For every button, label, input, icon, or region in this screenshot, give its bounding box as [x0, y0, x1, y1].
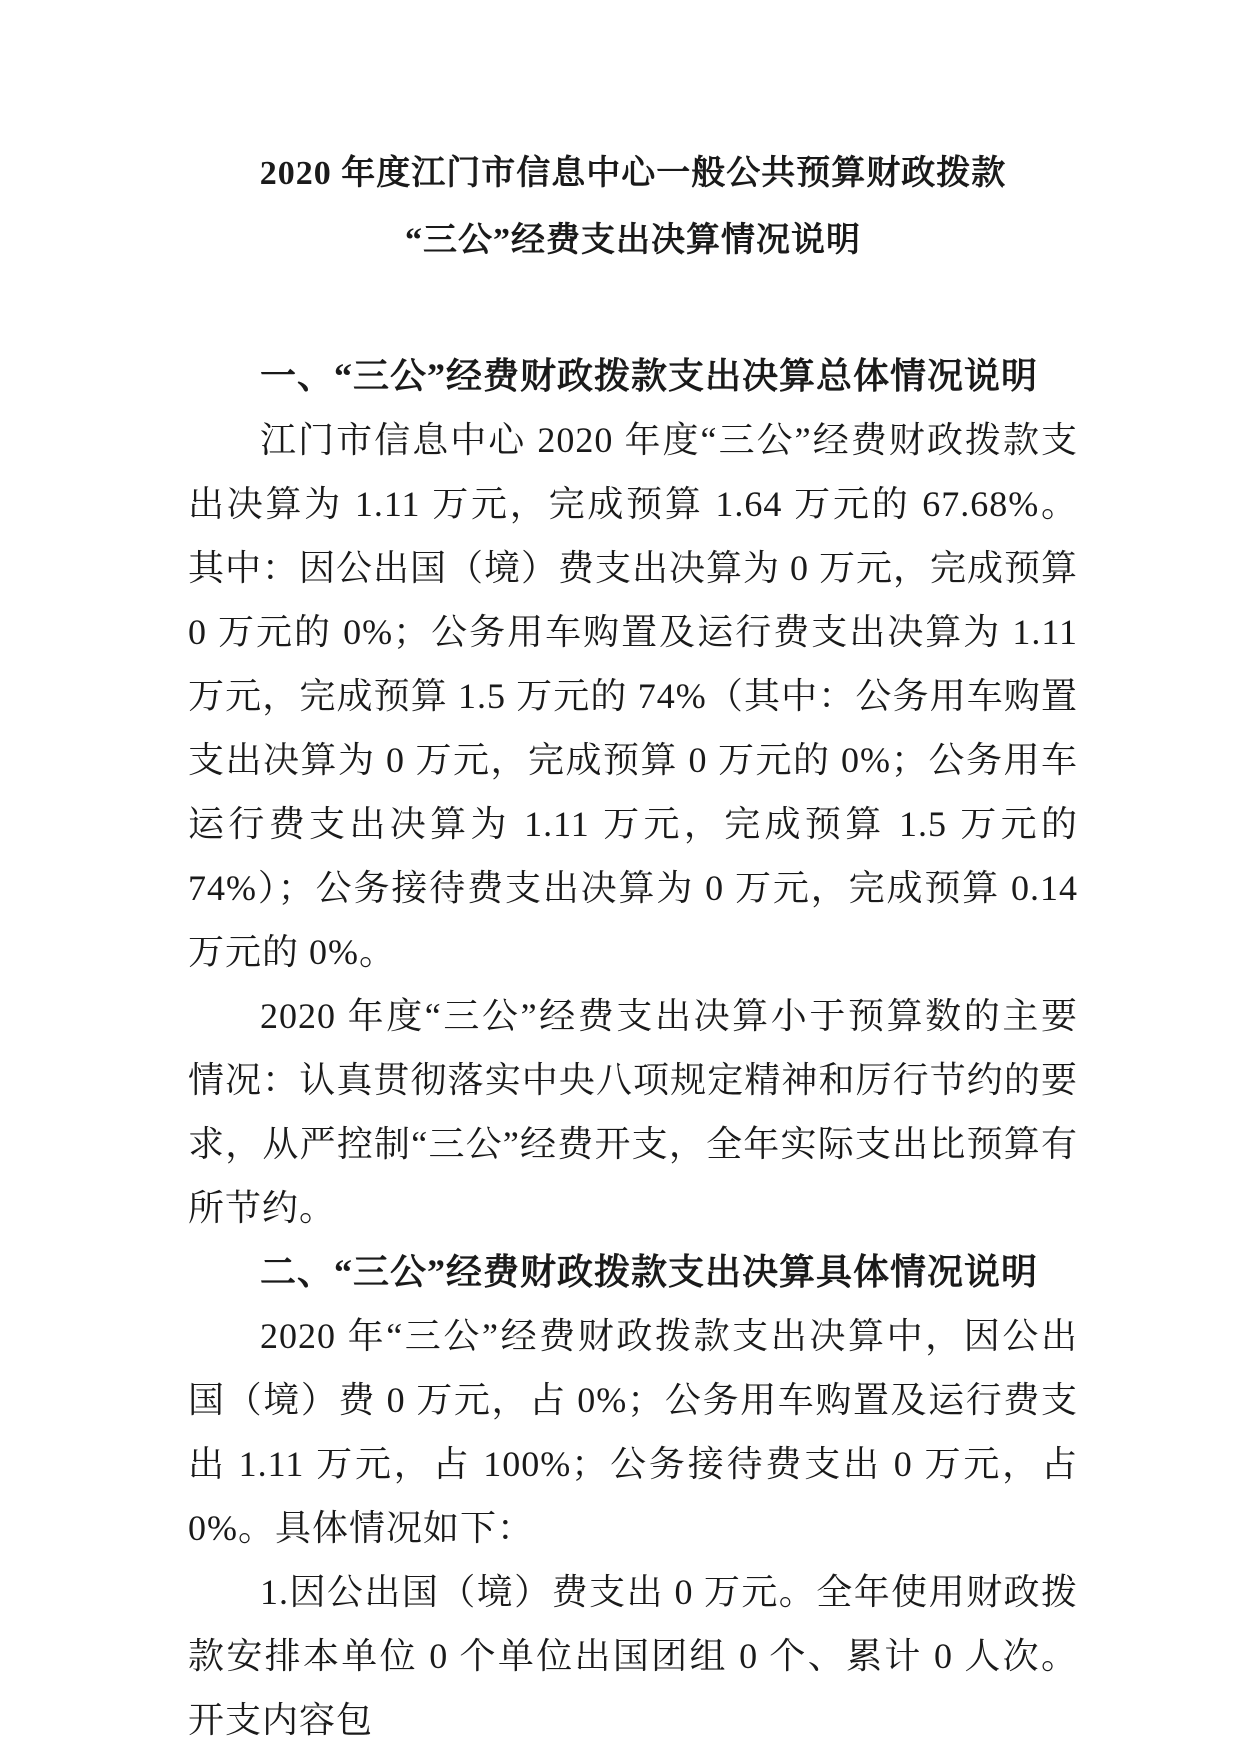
document-title-line-2: “三公”经费支出决算情况说明: [405, 222, 861, 259]
document-title-line-1: 2020 年度江门市信息中心一般公共预算财政拨款: [259, 155, 1007, 192]
document-title: [188, 140, 1078, 274]
section-2-paragraph-2: 1.因公出国（境）费支出 0 万元。全年使用财政拨款安排本单位 0 个单位出国团组 0 个、累计 0 人次。开支内容包: [188, 1572, 1078, 1740]
document-body: [188, 140, 1078, 1752]
section-2-heading: 二、“三公”经费财政拨款支出决算具体情况说明: [260, 1252, 1039, 1292]
section-1-paragraph-2: 2020 年度“三公”经费支出决算小于预算数的主要情况：认真贯彻落实中央八项规定精神和厉行节约的要求，从严控制“三公”经费开支，全年实际支出比预算有所节约。: [188, 996, 1078, 1228]
section-1-heading: 一、“三公”经费财政拨款支出决算总体情况说明: [260, 356, 1039, 396]
section-2-paragraph-1: 2020 年“三公”经费财政拨款支出决算中，因公出国（境）费 0 万元，占 0%；公务用车购置及运行费支出 1.11 万元，占 100%；公务接待费支出 0 万元，占 0%。具体情况如下：: [188, 1316, 1078, 1548]
section-1-paragraph-1: 江门市信息中心 2020 年度“三公”经费财政拨款支出决算为 1.11 万元，完成预算 1.64 万元的 67.68%。其中：因公出国（境）费支出决算为 0 万元，完成预算 0 万元的 0%；公务用车购置及运行费支出决算为 1.11 万元，完成预算 1.5 万元的 74%（其中：公务用车购置支出决算为 0 万元，完成预算 0 万元的 0%；公务用车运行费支出决算为 1.11 万元，完成预算 1.5 万元的 74%）；公务接待费支出决算为 0 万元，完成预算 0.14 万元的 0%。: [188, 420, 1079, 972]
